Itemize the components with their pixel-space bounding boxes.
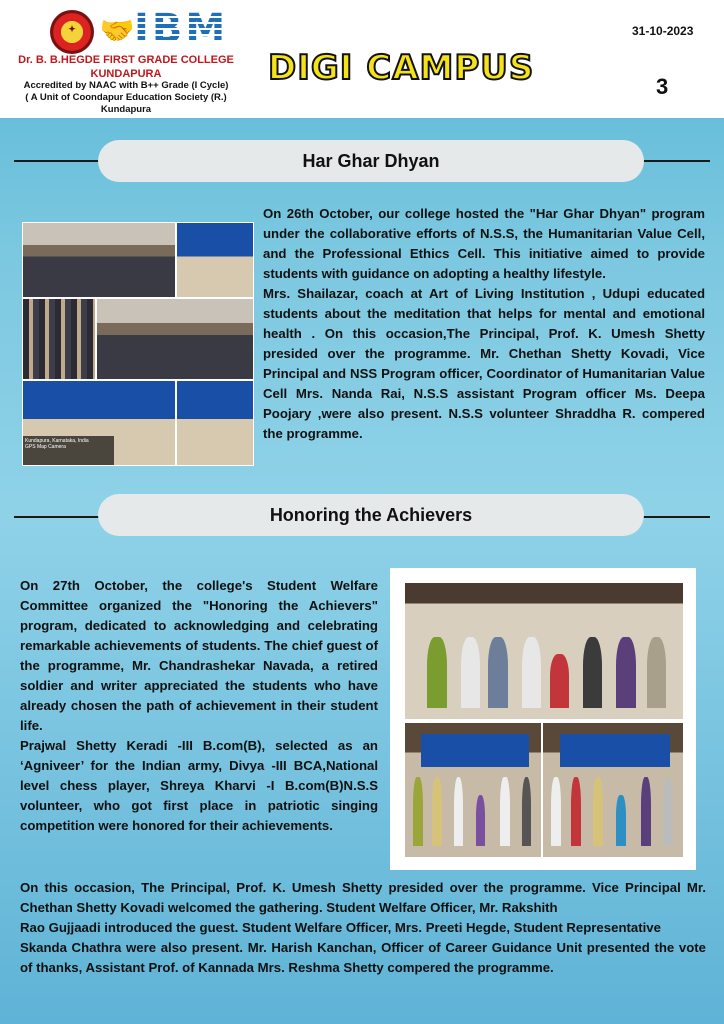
photo-hall-students <box>22 222 176 298</box>
issue-date: 31-10-2023 <box>632 24 694 38</box>
paragraph: Mrs. Shailazar, coach at Art of Living Institution , Udupi educated students about the meditation that helps for mental and emotional health . On this occasion,The Principal, Prof. K. Umesh Shetty presided over the programme. Mr. Chethan Shetty Kovadi, Vice Principal and NSS Program officer, Coordinator of Humanitarian Value Cell Mrs. Nanda Rai, N.S.S assistant Program officer Ms. Deepa Poojary ,were also present. N.S.S volunteer Shraddha R. compered the programme. <box>263 286 705 441</box>
handshake-icon: 🤝 <box>99 15 135 46</box>
ibm-logo: IBM <box>134 6 229 52</box>
paragraph: On this occasion, The Principal, Prof. K. Umesh Shetty presided over the programme. Vice Principal Mr. Chethan Shetty Kovadi welcomed the gathering. Student Welfare Officer, Mr. Rakshith <box>20 880 706 915</box>
photo-audience <box>22 298 96 380</box>
section-title-honoring-achievers: Honoring the Achievers <box>98 494 644 536</box>
newsletter-title: DIGI CAMPUS <box>268 48 535 88</box>
page-number: 3 <box>656 74 669 99</box>
gps-stamp: Kundapura, Karnataka, India GPS Map Camera <box>23 436 114 465</box>
photo-group-right <box>542 722 684 858</box>
photo-speakers <box>176 380 254 466</box>
paragraph: Prajwal Shetty Keradi -III B.com(B), selected as an ‘Agniveer’ for the Indian army, Divya -III BCA,National level chess player, Shreya Kharvi -I B.com(B)N.S.S volunteer, who got first place in patriotic singing competition were honored for their achievements. <box>20 738 378 833</box>
achievers-text-full <box>20 878 706 978</box>
paragraph: On 27th October, the college's Student Welfare Committee organized the "Honoring the Achievers" program, dedicated to acknowledging and celebrating remarkable achievements of students. The chief guest of the programme, Mr. Chandrashekar Navada, a retired soldier and writer appreciated the students who have already chosen the path of achievement in their student life. <box>20 578 378 733</box>
achievers-photo-frame <box>390 568 696 870</box>
photo-felicitation-group <box>404 582 684 720</box>
paragraph: On 26th October, our college hosted the "Har Ghar Dhyan" program under the collaborative efforts of N.S.S, the Humanitarian Value Cell, and the Professional Ethics Cell. This initiative aimed to provide students with guidance on adopting a healthy lifestyle. <box>263 206 705 281</box>
har-ghar-dhyan-collage <box>22 222 252 464</box>
photo-meditation <box>96 298 254 380</box>
college-logo: ✦ <box>50 10 94 54</box>
section-title-har-ghar-dhyan: Har Ghar Dhyan <box>98 140 644 182</box>
photo-stage <box>176 222 254 298</box>
accreditation-block: Accredited by NAAC with B++ Grade (I Cycle) ( A Unit of Coondapur Education Society (R.) Kundapura <box>23 80 229 115</box>
paragraph: Rao Gujjaadi introduced the guest. Student Welfare Officer, Mrs. Preeti Hegde, Student Representative <box>20 920 661 935</box>
photo-group-left <box>404 722 542 858</box>
photo-dais <box>22 380 176 466</box>
har-ghar-dhyan-text <box>263 204 705 444</box>
paragraph: Skanda Chathra were also present. Mr. Harish Kanchan, Officer of Career Guidance Unit presented the vote of thanks, Assistant Prof. of Kannada Mrs. Reshma Shetty compered the programme. <box>20 940 706 975</box>
college-name: Dr. B. B.HEGDE FIRST GRADE COLLEGE KUNDAPURA <box>18 54 234 80</box>
achievers-text-left <box>20 576 378 836</box>
